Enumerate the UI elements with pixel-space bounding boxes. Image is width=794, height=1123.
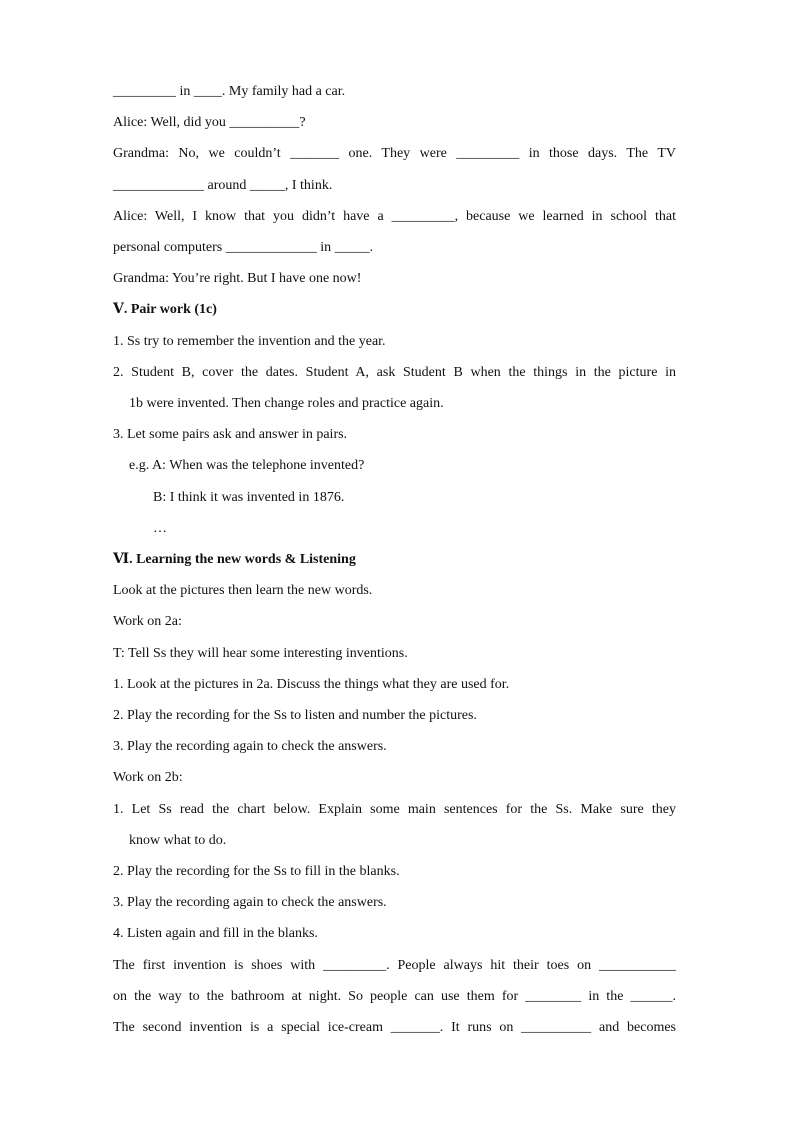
list-item: 4. Listen again and fill in the blanks. <box>113 926 318 941</box>
dialogue-line: Grandma: You’re right. But I have one now! <box>113 271 362 286</box>
list-item: 2. Play the recording for the Ss to listen and number the pictures. <box>113 708 477 723</box>
list-item: 3. Play the recording again to check the answers. <box>113 895 387 910</box>
list-item-continuation: 1b were invented. Then change roles and practice again. <box>129 396 444 411</box>
list-item: 2. Play the recording for the Ss to fill in the blanks. <box>113 864 400 879</box>
list-item: 2. Student B, cover the dates. Student A, ask Student B when the things in the picture in <box>113 365 676 380</box>
dialogue-line: Grandma: No, we couldn’t _______ one. They were _________ in those days. The TV <box>113 146 676 161</box>
ellipsis: … <box>153 521 167 536</box>
list-item: 1. Look at the pictures in 2a. Discuss the things what they are used for. <box>113 677 510 692</box>
subheading: Work on 2b: <box>113 770 183 785</box>
dialogue-line: personal computers _____________ in _____. <box>113 240 374 255</box>
dialogue-line: Alice: Well, I know that you didn’t have a _________, because we learned in school that <box>113 209 676 224</box>
list-item-continuation: know what to do. <box>129 833 227 848</box>
paragraph-line: The second invention is a special ice-cream _______. It runs on __________ and becomes <box>113 1020 676 1035</box>
section-heading: Ⅵ. Learning the new words & Listening <box>113 552 356 567</box>
example-line: B: I think it was invented in 1876. <box>153 490 345 505</box>
paragraph-line: T: Tell Ss they will hear some interesting inventions. <box>113 646 408 661</box>
paragraph-line: The first invention is shoes with _________. People always hit their toes on ___________ <box>113 958 676 973</box>
dialogue-line: Alice: Well, did you __________? <box>113 115 306 130</box>
list-item: 1. Let Ss read the chart below. Explain some main sentences for the Ss. Make sure they <box>113 802 676 817</box>
list-item: 1. Ss try to remember the invention and the year. <box>113 334 386 349</box>
paragraph-line: on the way to the bathroom at night. So people can use them for ________ in the ______. <box>113 989 676 1004</box>
list-item: 3. Play the recording again to check the answers. <box>113 739 387 754</box>
paragraph-line: Look at the pictures then learn the new words. <box>113 583 373 598</box>
section-heading: Ⅴ. Pair work (1c) <box>113 302 217 317</box>
dialogue-line: _________ in ____. My family had a car. <box>113 84 346 99</box>
example-line: e.g. A: When was the telephone invented? <box>129 458 365 473</box>
dialogue-line: _____________ around _____, I think. <box>113 178 333 193</box>
subheading: Work on 2a: <box>113 614 182 629</box>
list-item: 3. Let some pairs ask and answer in pairs. <box>113 427 348 442</box>
